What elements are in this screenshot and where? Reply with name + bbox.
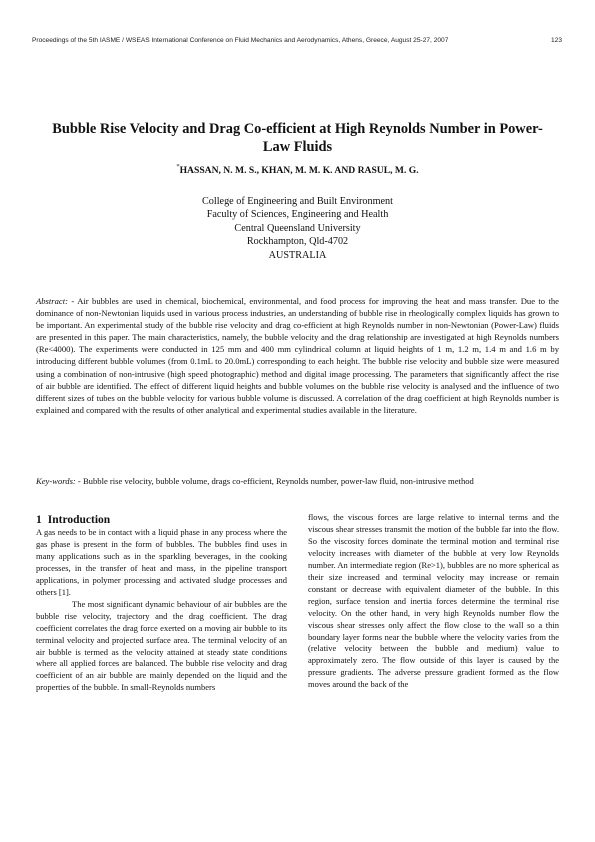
left-column — [36, 513, 287, 694]
right-column — [308, 512, 559, 691]
paragraph: The most significant dynamic behaviour of air bubbles are the bubble rise velocity, trajectory and the drag coefficient. The drag coefficient correlates the drag force exerted on a moving air bubble to its terminal velocity and projected surface area. The terminal velocity of an air bubble is termed as the velocity attained at steady state conditions where all applied forces are balanced. The bubble rise velocity and drag coefficient of an air bubble are mainly depended on the liquid and the properties of the bubble. In small-Reynolds numbers — [36, 598, 287, 693]
keywords-label: Key-words: - — [36, 476, 81, 486]
section-heading — [36, 513, 287, 527]
affiliation-line: Central Queensland University — [234, 222, 361, 234]
affiliation — [40, 195, 555, 262]
abstract — [36, 295, 559, 416]
affiliation-line: AUSTRALIA — [268, 249, 327, 261]
affiliation-line: Rockhampton, Qld-4702 — [246, 236, 349, 248]
paragraph: flows, the viscous forces are large relative to internal terms and the viscous shear stresses transmit the motion of the bubble far into the flow. So the viscosity forces dominate the terminal motion and terminal rise velocity increases with diameter of the bubble at very low Reynolds number. An intermediate region (Re>1), bubbles are no more spherical as their size increased and terminal velocity may increase or remain constant or decrease with equivalent diameter of the bubble. In this region, surface tension and inertia forces determine the terminal rise velocity. On the other hand, in very high Reynolds number flow the viscous shear stresses only affect the flow close to the wall so a thin boundary layer forms near the bubble where the velocity varies from the (relative velocity between the bubble and medium) value to approximately zero. The flow outside of this layer is caused by the pressure gradients. The adverse pressure gradient formed as the flow moves around the back of the — [308, 512, 559, 690]
keywords — [36, 475, 559, 487]
page-number: 123 — [551, 37, 563, 44]
author-marker: * — [176, 163, 180, 170]
keywords-text: Bubble rise velocity, bubble volume, drags co-efficient, Reynolds number, power-law fluid, non-intrusive method — [82, 476, 474, 486]
abstract-text: Air bubbles are used in chemical, biochemical, environmental, and food process for improving the heat and mass transfer. Due to the dominance of non-Newtonian liquids used in various process industries, an understanding of bubble rise in rheologically complex liquids has grown to be important. An experimental study of the bubble rise velocity and drag co-efficient at high Reynolds number in non-Newtonian (Power-Law) fluids are presented in this paper. The main characteristics, namely, the bubble velocity and the drag relationship are investigated at high Reynolds numbers (Re<4000). The experiments were conducted in 125 mm and 400 mm cylindrical column at liquid heights of 1 m, 1.2 m, 1.4 m and 1.6 m by introducing different bubble volumes (from 0.1mL to 20.0mL) corresponding to each height. The bubble rise velocity and bubble size were measured using a combination of non-intrusive (high speed photographic) method and digital image processing. The parameters that significantly affect the rise of air bubble are identified. The effect of different liquid heights and bubble volumes on the bubble rise velocity is analysed and the influence of two different sizes of tubes on the bubble velocity for various bubble volume is discussed. A correlation of the drag coefficient at high Reynolds number is explained and compared with the results of other analytical and experimental studies available in the literature. — [36, 296, 559, 415]
affiliation-line: Faculty of Sciences, Engineering and Health — [206, 209, 389, 221]
section-number: 1 — [36, 514, 42, 526]
running-header-text: Proceedings of the 5th IASME / WSEAS International Conference on Fluid Mechanics and Aerodynamics, Athens, Greece, August 25-27, 2007 — [32, 37, 449, 44]
affiliation-line: College of Engineering and Built Environment — [202, 196, 393, 207]
abstract-label: Abstract: - — [36, 296, 75, 306]
paper-title: Bubble Rise Velocity and Drag Co-efficient at High Reynolds Number in Power-Law Fluids — [52, 121, 543, 155]
author-names: HASSAN, N. M. S., KHAN, M. M. K. AND RASUL, M. G. — [179, 165, 419, 176]
authors — [40, 165, 555, 176]
section-title: Introduction — [47, 514, 111, 526]
paragraph: A gas needs to be in contact with a liquid phase in any process where the gas phase is present in the form of bubbles. The bubbles find uses in many applications such as in the sparkling beverages, in the cooking processes, in the transfer of heat and mass, in the pipeline transport applications, in polymer processing and activated sludge processes and others [1]. — [36, 527, 287, 597]
